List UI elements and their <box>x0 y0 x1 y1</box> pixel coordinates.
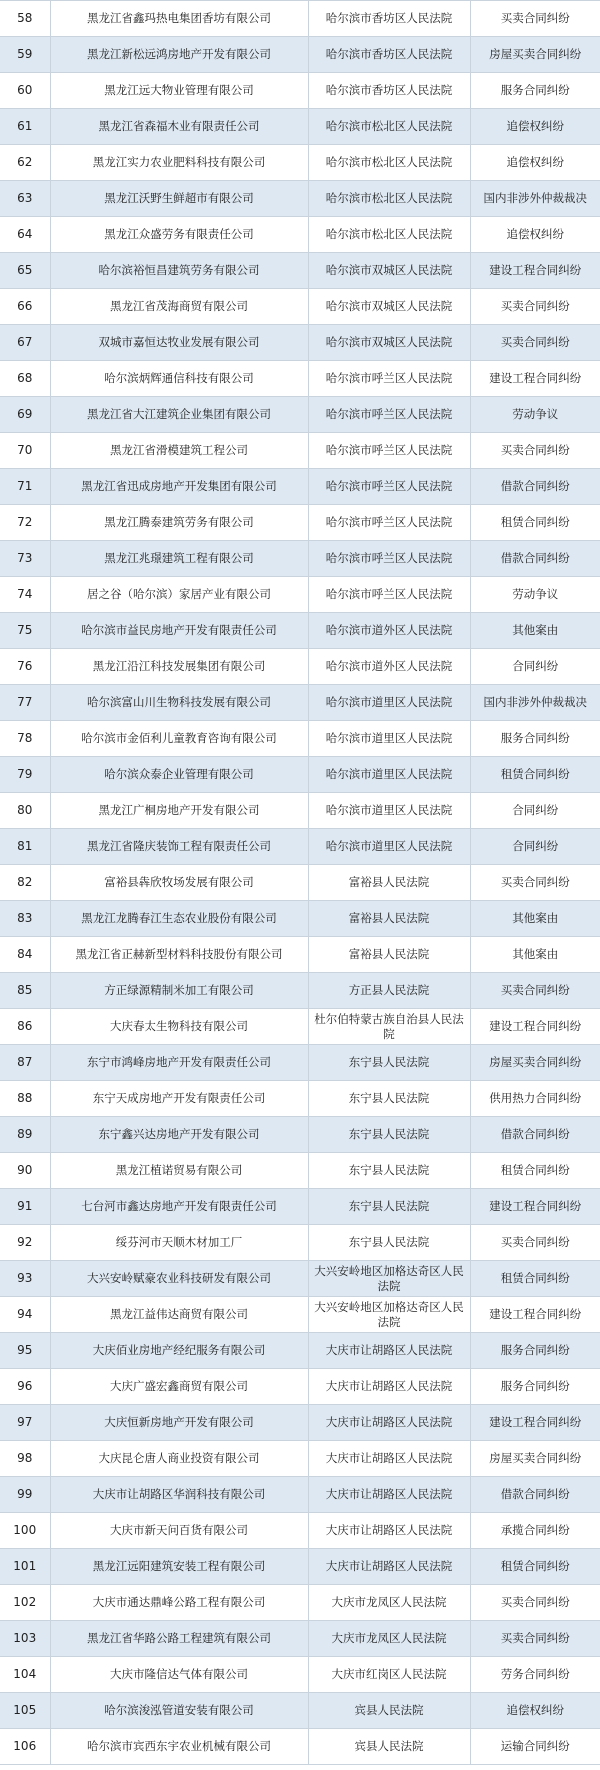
case-type: 房屋买卖合同纠纷 <box>470 37 600 73</box>
company-name: 黑龙江省迅成房地产开发集团有限公司 <box>50 469 308 505</box>
row-number: 103 <box>0 1621 50 1657</box>
row-number: 89 <box>0 1117 50 1153</box>
court-name: 东宁县人民法院 <box>308 1153 470 1189</box>
table-row <box>0 1081 600 1117</box>
table-row <box>0 613 600 649</box>
court-name: 哈尔滨市呼兰区人民法院 <box>308 541 470 577</box>
court-name: 大庆市龙凤区人民法院 <box>308 1585 470 1621</box>
row-number: 92 <box>0 1225 50 1261</box>
table-row <box>0 145 600 181</box>
row-number: 105 <box>0 1693 50 1729</box>
table-row <box>0 433 600 469</box>
row-number: 106 <box>0 1729 50 1765</box>
company-name: 黑龙江广桐房地产开发有限公司 <box>50 793 308 829</box>
court-name: 大庆市让胡路区人民法院 <box>308 1477 470 1513</box>
row-number: 62 <box>0 145 50 181</box>
case-type: 租赁合同纠纷 <box>470 1153 600 1189</box>
company-name: 黑龙江实力农业肥料科技有限公司 <box>50 145 308 181</box>
row-number: 97 <box>0 1405 50 1441</box>
table-row <box>0 793 600 829</box>
company-name: 黑龙江省隆庆装饰工程有限责任公司 <box>50 829 308 865</box>
court-name: 大庆市让胡路区人民法院 <box>308 1441 470 1477</box>
court-name: 哈尔滨市松北区人民法院 <box>308 217 470 253</box>
table-row <box>0 73 600 109</box>
row-number: 68 <box>0 361 50 397</box>
table-row <box>0 1405 600 1441</box>
court-name: 哈尔滨市道里区人民法院 <box>308 721 470 757</box>
court-name: 哈尔滨市双城区人民法院 <box>308 253 470 289</box>
table-row <box>0 865 600 901</box>
case-type: 国内非涉外仲裁裁决 <box>470 685 600 721</box>
row-number: 81 <box>0 829 50 865</box>
row-number: 59 <box>0 37 50 73</box>
case-type: 借款合同纠纷 <box>470 1477 600 1513</box>
court-name: 富裕县人民法院 <box>308 865 470 901</box>
court-name: 大庆市让胡路区人民法院 <box>308 1513 470 1549</box>
court-name: 东宁县人民法院 <box>308 1189 470 1225</box>
court-name: 大庆市让胡路区人民法院 <box>308 1549 470 1585</box>
case-type: 买卖合同纠纷 <box>470 1585 600 1621</box>
company-name: 黑龙江众盛劳务有限责任公司 <box>50 217 308 253</box>
row-number: 102 <box>0 1585 50 1621</box>
row-number: 98 <box>0 1441 50 1477</box>
row-number: 100 <box>0 1513 50 1549</box>
row-number: 95 <box>0 1333 50 1369</box>
company-name: 东宁市鸿峰房地产开发有限责任公司 <box>50 1045 308 1081</box>
case-type: 服务合同纠纷 <box>470 721 600 757</box>
court-name: 哈尔滨市香坊区人民法院 <box>308 73 470 109</box>
company-name: 黑龙江植诺贸易有限公司 <box>50 1153 308 1189</box>
case-type: 建设工程合同纠纷 <box>470 1009 600 1045</box>
row-number: 93 <box>0 1261 50 1297</box>
company-name: 方正绿源精制米加工有限公司 <box>50 973 308 1009</box>
table-row <box>0 829 600 865</box>
court-name: 大庆市让胡路区人民法院 <box>308 1405 470 1441</box>
case-type: 租赁合同纠纷 <box>470 757 600 793</box>
case-type: 买卖合同纠纷 <box>470 433 600 469</box>
court-name: 宾县人民法院 <box>308 1693 470 1729</box>
company-name: 哈尔滨富山川生物科技发展有限公司 <box>50 685 308 721</box>
court-name: 东宁县人民法院 <box>308 1081 470 1117</box>
company-name: 绥芬河市天顺木材加工厂 <box>50 1225 308 1261</box>
court-name: 大兴安岭地区加格达奇区人民法院 <box>308 1297 470 1333</box>
case-type: 买卖合同纠纷 <box>470 325 600 361</box>
case-type: 供用热力合同纠纷 <box>470 1081 600 1117</box>
row-number: 82 <box>0 865 50 901</box>
case-table-body <box>0 1 600 1765</box>
company-name: 哈尔滨市宾西东宇农业机械有限公司 <box>50 1729 308 1765</box>
court-name: 哈尔滨市道里区人民法院 <box>308 829 470 865</box>
court-name: 富裕县人民法院 <box>308 937 470 973</box>
table-row <box>0 325 600 361</box>
case-type: 建设工程合同纠纷 <box>470 253 600 289</box>
case-type: 其他案由 <box>470 901 600 937</box>
row-number: 83 <box>0 901 50 937</box>
table-row <box>0 109 600 145</box>
table-row <box>0 937 600 973</box>
court-name: 哈尔滨市道里区人民法院 <box>308 757 470 793</box>
case-type: 劳动争议 <box>470 577 600 613</box>
row-number: 79 <box>0 757 50 793</box>
table-row <box>0 253 600 289</box>
court-name: 哈尔滨市香坊区人民法院 <box>308 37 470 73</box>
row-number: 74 <box>0 577 50 613</box>
table-row <box>0 721 600 757</box>
company-name: 大庆昆仑唐人商业投资有限公司 <box>50 1441 308 1477</box>
case-type: 其他案由 <box>470 937 600 973</box>
court-name: 东宁县人民法院 <box>308 1045 470 1081</box>
row-number: 96 <box>0 1369 50 1405</box>
company-name: 大庆市隆信达气体有限公司 <box>50 1657 308 1693</box>
company-name: 大庆恒新房地产开发有限公司 <box>50 1405 308 1441</box>
company-name: 黑龙江远阳建筑安装工程有限公司 <box>50 1549 308 1585</box>
table-row <box>0 469 600 505</box>
court-name: 哈尔滨市呼兰区人民法院 <box>308 505 470 541</box>
table-row <box>0 757 600 793</box>
row-number: 61 <box>0 109 50 145</box>
company-name: 黑龙江沃野生鲜超市有限公司 <box>50 181 308 217</box>
company-name: 大庆广盛宏鑫商贸有限公司 <box>50 1369 308 1405</box>
case-type: 合同纠纷 <box>470 829 600 865</box>
row-number: 86 <box>0 1009 50 1045</box>
case-type: 合同纠纷 <box>470 793 600 829</box>
company-name: 黑龙江省滑模建筑工程公司 <box>50 433 308 469</box>
company-name: 大庆市让胡路区华润科技有限公司 <box>50 1477 308 1513</box>
row-number: 63 <box>0 181 50 217</box>
court-name: 大庆市龙凤区人民法院 <box>308 1621 470 1657</box>
court-name: 哈尔滨市呼兰区人民法院 <box>308 469 470 505</box>
case-type: 追偿权纠纷 <box>470 217 600 253</box>
case-type: 建设工程合同纠纷 <box>470 1297 600 1333</box>
company-name: 双城市嘉恒达牧业发展有限公司 <box>50 325 308 361</box>
case-type: 买卖合同纠纷 <box>470 1621 600 1657</box>
company-name: 富裕县犇欣牧场发展有限公司 <box>50 865 308 901</box>
company-name: 黑龙江新松远鸿房地产开发有限公司 <box>50 37 308 73</box>
case-type: 劳动争议 <box>470 397 600 433</box>
company-name: 黑龙江省华路公路工程建筑有限公司 <box>50 1621 308 1657</box>
row-number: 101 <box>0 1549 50 1585</box>
table-row <box>0 685 600 721</box>
company-name: 哈尔滨裕恒昌建筑劳务有限公司 <box>50 253 308 289</box>
table-row <box>0 397 600 433</box>
court-name: 大庆市红岗区人民法院 <box>308 1657 470 1693</box>
row-number: 66 <box>0 289 50 325</box>
company-name: 哈尔滨市益民房地产开发有限责任公司 <box>50 613 308 649</box>
court-name: 东宁县人民法院 <box>308 1117 470 1153</box>
court-name: 大庆市让胡路区人民法院 <box>308 1333 470 1369</box>
table-row <box>0 901 600 937</box>
court-name: 富裕县人民法院 <box>308 901 470 937</box>
table-row <box>0 1549 600 1585</box>
company-name: 大庆佰业房地产经纪服务有限公司 <box>50 1333 308 1369</box>
table-row <box>0 505 600 541</box>
court-name: 杜尔伯特蒙古族自治县人民法院 <box>308 1009 470 1045</box>
case-type: 建设工程合同纠纷 <box>470 1405 600 1441</box>
company-name: 黑龙江腾泰建筑劳务有限公司 <box>50 505 308 541</box>
court-name: 哈尔滨市呼兰区人民法院 <box>308 361 470 397</box>
company-name: 黑龙江益伟达商贸有限公司 <box>50 1297 308 1333</box>
table-row <box>0 649 600 685</box>
row-number: 87 <box>0 1045 50 1081</box>
case-type: 合同纠纷 <box>470 649 600 685</box>
case-type: 劳务合同纠纷 <box>470 1657 600 1693</box>
company-name: 大庆市通达鼎峰公路工程有限公司 <box>50 1585 308 1621</box>
row-number: 85 <box>0 973 50 1009</box>
table-row <box>0 1 600 37</box>
case-type: 其他案由 <box>470 613 600 649</box>
court-name: 哈尔滨市呼兰区人民法院 <box>308 397 470 433</box>
row-number: 75 <box>0 613 50 649</box>
case-type: 租赁合同纠纷 <box>470 1261 600 1297</box>
company-name: 大庆市新天问百货有限公司 <box>50 1513 308 1549</box>
company-name: 黑龙江龙腾春江生态农业股份有限公司 <box>50 901 308 937</box>
row-number: 64 <box>0 217 50 253</box>
row-number: 58 <box>0 1 50 37</box>
table-row <box>0 1297 600 1333</box>
row-number: 104 <box>0 1657 50 1693</box>
court-name: 宾县人民法院 <box>308 1729 470 1765</box>
case-type: 买卖合同纠纷 <box>470 289 600 325</box>
company-name: 七台河市鑫达房地产开发有限责任公司 <box>50 1189 308 1225</box>
table-row <box>0 1117 600 1153</box>
table-row <box>0 1513 600 1549</box>
table-row <box>0 1693 600 1729</box>
company-name: 黑龙江沿江科技发展集团有限公司 <box>50 649 308 685</box>
row-number: 94 <box>0 1297 50 1333</box>
table-row <box>0 973 600 1009</box>
case-type: 服务合同纠纷 <box>470 1369 600 1405</box>
table-row <box>0 1153 600 1189</box>
company-name: 大庆春太生物科技有限公司 <box>50 1009 308 1045</box>
row-number: 78 <box>0 721 50 757</box>
court-name: 哈尔滨市道里区人民法院 <box>308 793 470 829</box>
case-type: 建设工程合同纠纷 <box>470 1189 600 1225</box>
table-row <box>0 37 600 73</box>
row-number: 80 <box>0 793 50 829</box>
case-type: 房屋买卖合同纠纷 <box>470 1441 600 1477</box>
court-name: 哈尔滨市双城区人民法院 <box>308 325 470 361</box>
case-type: 买卖合同纠纷 <box>470 865 600 901</box>
case-type: 追偿权纠纷 <box>470 1693 600 1729</box>
table-row <box>0 1657 600 1693</box>
row-number: 88 <box>0 1081 50 1117</box>
company-name: 黑龙江省鑫玛热电集团香坊有限公司 <box>50 1 308 37</box>
company-name: 东宁鑫兴达房地产开发有限公司 <box>50 1117 308 1153</box>
table-row <box>0 1441 600 1477</box>
table-row <box>0 1189 600 1225</box>
company-name: 居之谷（哈尔滨）家居产业有限公司 <box>50 577 308 613</box>
table-row <box>0 1585 600 1621</box>
table-row <box>0 1261 600 1297</box>
row-number: 65 <box>0 253 50 289</box>
case-type: 租赁合同纠纷 <box>470 1549 600 1585</box>
row-number: 71 <box>0 469 50 505</box>
row-number: 73 <box>0 541 50 577</box>
table-row <box>0 1225 600 1261</box>
court-name: 哈尔滨市呼兰区人民法院 <box>308 577 470 613</box>
court-name: 哈尔滨市香坊区人民法院 <box>308 1 470 37</box>
row-number: 91 <box>0 1189 50 1225</box>
row-number: 90 <box>0 1153 50 1189</box>
table-row <box>0 217 600 253</box>
table-row <box>0 1369 600 1405</box>
case-type: 买卖合同纠纷 <box>470 1225 600 1261</box>
row-number: 72 <box>0 505 50 541</box>
company-name: 黑龙江兆璟建筑工程有限公司 <box>50 541 308 577</box>
court-name: 哈尔滨市道里区人民法院 <box>308 685 470 721</box>
table-row <box>0 1621 600 1657</box>
table-row <box>0 289 600 325</box>
court-name: 大庆市让胡路区人民法院 <box>308 1369 470 1405</box>
table-row <box>0 1729 600 1765</box>
court-name: 方正县人民法院 <box>308 973 470 1009</box>
case-type: 买卖合同纠纷 <box>470 1 600 37</box>
row-number: 99 <box>0 1477 50 1513</box>
court-name: 哈尔滨市松北区人民法院 <box>308 109 470 145</box>
case-type: 借款合同纠纷 <box>470 541 600 577</box>
case-type: 借款合同纠纷 <box>470 469 600 505</box>
case-type: 建设工程合同纠纷 <box>470 361 600 397</box>
row-number: 84 <box>0 937 50 973</box>
table-row <box>0 541 600 577</box>
case-type: 买卖合同纠纷 <box>470 973 600 1009</box>
table-row <box>0 1045 600 1081</box>
company-name: 东宁天成房地产开发有限责任公司 <box>50 1081 308 1117</box>
table-row <box>0 361 600 397</box>
company-name: 黑龙江省森福木业有限责任公司 <box>50 109 308 145</box>
case-type: 承揽合同纠纷 <box>470 1513 600 1549</box>
company-name: 黑龙江远大物业管理有限公司 <box>50 73 308 109</box>
row-number: 67 <box>0 325 50 361</box>
court-name: 哈尔滨市松北区人民法院 <box>308 181 470 217</box>
court-name: 哈尔滨市道外区人民法院 <box>308 649 470 685</box>
court-name: 哈尔滨市呼兰区人民法院 <box>308 433 470 469</box>
case-type: 国内非涉外仲裁裁决 <box>470 181 600 217</box>
table-row <box>0 1477 600 1513</box>
court-name: 大兴安岭地区加格达奇区人民法院 <box>308 1261 470 1297</box>
table-row <box>0 577 600 613</box>
case-type: 追偿权纠纷 <box>470 145 600 181</box>
table-row <box>0 181 600 217</box>
case-type: 服务合同纠纷 <box>470 73 600 109</box>
court-name: 东宁县人民法院 <box>308 1225 470 1261</box>
court-name: 哈尔滨市松北区人民法院 <box>308 145 470 181</box>
table-row <box>0 1333 600 1369</box>
case-type: 服务合同纠纷 <box>470 1333 600 1369</box>
case-type: 运输合同纠纷 <box>470 1729 600 1765</box>
row-number: 60 <box>0 73 50 109</box>
court-name: 哈尔滨市双城区人民法院 <box>308 289 470 325</box>
case-type: 租赁合同纠纷 <box>470 505 600 541</box>
case-type: 追偿权纠纷 <box>470 109 600 145</box>
company-name: 哈尔滨市金佰利儿童教育咨询有限公司 <box>50 721 308 757</box>
row-number: 76 <box>0 649 50 685</box>
row-number: 77 <box>0 685 50 721</box>
company-name: 哈尔滨炳辉通信科技有限公司 <box>50 361 308 397</box>
company-name: 哈尔滨众泰企业管理有限公司 <box>50 757 308 793</box>
company-name: 哈尔滨浚泓管道安装有限公司 <box>50 1693 308 1729</box>
case-type: 房屋买卖合同纠纷 <box>470 1045 600 1081</box>
company-name: 黑龙江省正赫新型材料科技股份有限公司 <box>50 937 308 973</box>
case-type: 借款合同纠纷 <box>470 1117 600 1153</box>
court-name: 哈尔滨市道外区人民法院 <box>308 613 470 649</box>
table-row <box>0 1009 600 1045</box>
row-number: 69 <box>0 397 50 433</box>
company-name: 黑龙江省大江建筑企业集团有限公司 <box>50 397 308 433</box>
company-name: 大兴安岭赋豪农业科技研发有限公司 <box>50 1261 308 1297</box>
row-number: 70 <box>0 433 50 469</box>
company-name: 黑龙江省茂海商贸有限公司 <box>50 289 308 325</box>
